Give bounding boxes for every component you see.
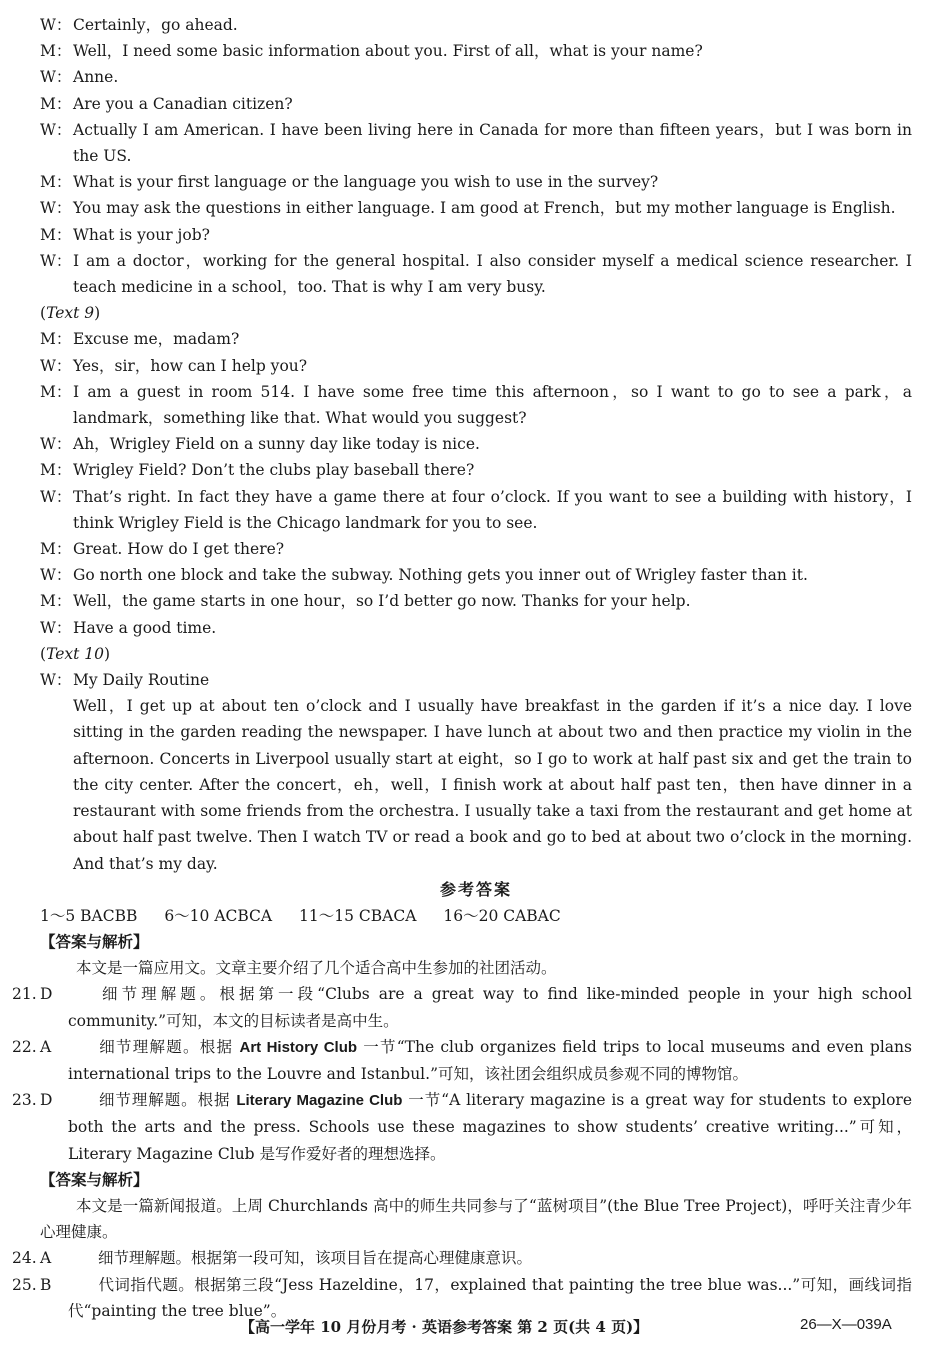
- dialogue-line: [40, 64, 912, 90]
- dialogue-line: [40, 117, 912, 169]
- page-footer: [0, 1316, 950, 1342]
- text9-dialogue: [40, 326, 912, 640]
- utterance: I am a doctor，working for the general hospital. I also consider myself a medical science researcher. I teach medicine in a school，too. That is why I am very busy.: [73, 251, 912, 297]
- utterance: Are you a Canadian citizen?: [73, 94, 293, 113]
- dialogue-line: [40, 91, 912, 117]
- speaker: W：: [40, 566, 72, 585]
- speaker: M：: [40, 382, 72, 401]
- question-22: 22. A 细节理解题。根据 Art History Club 一节“The club organizes field trips to local museums and even plans international trips to the Louvre and Istanbul.”可知，该社团会组织成员参观不同的博物馆。: [12, 1037, 912, 1083]
- utterance: I am a guest in room 514. I have some free time this afternoon，so I want to go to see a park，a landmark，something like that. What would you suggest?: [73, 382, 912, 428]
- utterance: What is your first language or the language you wish to use in the survey?: [73, 173, 659, 192]
- utterance: Great. How do I get there?: [73, 540, 285, 559]
- utterance: Actually I am American. I have been living here in Canada for more than fifteen years，but I was born in the US.: [73, 120, 912, 166]
- question-23: 23. D 细节理解题。根据 Literary Magazine Club 一节“A literary magazine is a great way for students to explore both the arts and the press. Schools use these magazines to show students’ creative writing...”可知，Literary Magazine Club 是写作爱好者的理想选择。: [12, 1091, 912, 1163]
- answer-group: 16～20 CABAC: [443, 906, 561, 925]
- utterance: Well，the game starts in one hour，so I’d better go now. Thanks for your help.: [73, 592, 691, 611]
- dialogue-line: [40, 484, 912, 536]
- dialogue-line: [40, 195, 912, 221]
- dialogue-line: [40, 379, 912, 431]
- analysis-intro: 本文是一篇新闻报道。上周 Churchlands 高中的师生共同参与了“蓝树项目”(the Blue Tree Project)，呼吁关注青少年心理健康。: [40, 1196, 912, 1242]
- utterance: That’s right. In fact they have a game there at four o’clock. If you want to see a building with history，I think Wrigley Field is the Chicago landmark for you to see.: [73, 487, 912, 532]
- text10-body: Well，I get up at about ten o’clock and I usually have breakfast in the garden if it’s a nice day. I love sitting in the garden reading the newspaper. I have lunch at about two and then practice my violin in the afternoon. Concerts in Liverpool usually start at eight，so I go to work at half past six and get the train to the city center. After the concert，eh，well，I finish work at about half past ten，then have dinner in a restaurant with some friends from the orchestra. I usually take a taxi from the restaurant and get home at about half past twelve. Then I watch TV or read a book and go to bed at about two o’clock in the morning. And that’s my day.: [73, 697, 912, 873]
- text10-label: (Text 10): [40, 644, 111, 663]
- speaker: M：: [40, 42, 72, 61]
- speaker: W：: [40, 618, 72, 637]
- speaker: W：: [40, 199, 72, 218]
- dialogue-line: [40, 588, 912, 614]
- dialogue-line: [40, 248, 912, 300]
- speaker: W：: [40, 16, 72, 34]
- speaker: M：: [40, 173, 72, 192]
- dialogue-line: [40, 457, 912, 483]
- utterance: You may ask the questions in either language. I am good at French，but my mother language is English.: [73, 199, 896, 218]
- utterance: Yes，sir，how can I help you?: [73, 356, 308, 375]
- speaker: W：: [40, 68, 72, 87]
- dialogue-line: [40, 431, 912, 457]
- dialogue-line: [40, 169, 912, 195]
- answer-heading: 参考答案: [439, 879, 512, 899]
- utterance: Certainly，go ahead.: [73, 16, 238, 34]
- question-25: 25. B 代词指代题。根据第三段“Jess Hazeldine，17，explained that painting the tree blue was...”可知，画线词指代“painting the tree blue”。: [12, 1275, 912, 1320]
- answer-key: [40, 903, 912, 929]
- utterance: Anne.: [73, 68, 119, 87]
- speaker: M：: [40, 540, 72, 559]
- speaker: W：: [40, 487, 72, 506]
- dialogue-line: [40, 615, 912, 641]
- question-24: 24. A 细节理解题。根据第一段可知，该项目旨在提高心理健康意识。: [12, 1249, 533, 1268]
- utterance: Well，I need some basic information about you. First of all，what is your name?: [73, 42, 703, 61]
- speaker: M：: [40, 592, 72, 611]
- answer-group: 1～5 BACBB: [40, 906, 138, 925]
- speaker: W：: [40, 251, 72, 270]
- speaker: M：: [40, 330, 72, 349]
- dialogue-line: [40, 536, 912, 562]
- text10-title-line: [40, 667, 912, 693]
- speaker: M：: [40, 225, 72, 244]
- utterance: Excuse me，madam?: [73, 330, 240, 349]
- document-page: [12, 12, 912, 1324]
- dialogue-line: [40, 12, 912, 38]
- utterance: What is your job?: [73, 225, 210, 244]
- speaker: W：: [40, 671, 72, 690]
- speaker: M：: [40, 94, 72, 113]
- text9-label: (Text 9): [40, 304, 101, 323]
- text8-dialogue: [40, 12, 912, 300]
- utterance: Go north one block and take the subway. Nothing gets you inner out of Wrigley faster than it.: [73, 566, 808, 585]
- analysis-title: 【答案与解析】: [40, 931, 149, 951]
- speaker: W：: [40, 435, 72, 454]
- dialogue-line: [40, 38, 912, 64]
- speaker: W：: [40, 120, 72, 139]
- analysis-intro: 本文是一篇应用文。文章主要介绍了几个适合高中生参加的社团活动。: [76, 959, 557, 978]
- dialogue-line: [40, 562, 912, 588]
- speaker: M：: [40, 461, 72, 480]
- text10-title: My Daily Routine: [73, 671, 210, 690]
- dialogue-line: [40, 222, 912, 248]
- footer-code: 26—X—039A: [800, 1316, 892, 1333]
- footer-title: 【高一学年 10 月份月考 · 英语参考答案 第 2 页(共 4 页)】: [240, 1318, 649, 1336]
- answer-group: 6～10 ACBCA: [164, 906, 273, 925]
- speaker: W：: [40, 356, 72, 375]
- utterance: Wrigley Field? Don’t the clubs play baseball there?: [73, 461, 475, 480]
- question-21: 21. D 细节理解题。根据第一段“Clubs are a great way to find like-minded people in your high school community.”可知，本文的目标读者是高中生。: [12, 985, 912, 1030]
- utterance: Have a good time.: [73, 618, 217, 637]
- analysis-title: 【答案与解析】: [40, 1169, 149, 1189]
- dialogue-line: [40, 326, 912, 352]
- answer-group: 11～15 CBACA: [299, 906, 417, 925]
- utterance: Ah，Wrigley Field on a sunny day like today is nice.: [73, 435, 480, 454]
- dialogue-line: [40, 353, 912, 379]
